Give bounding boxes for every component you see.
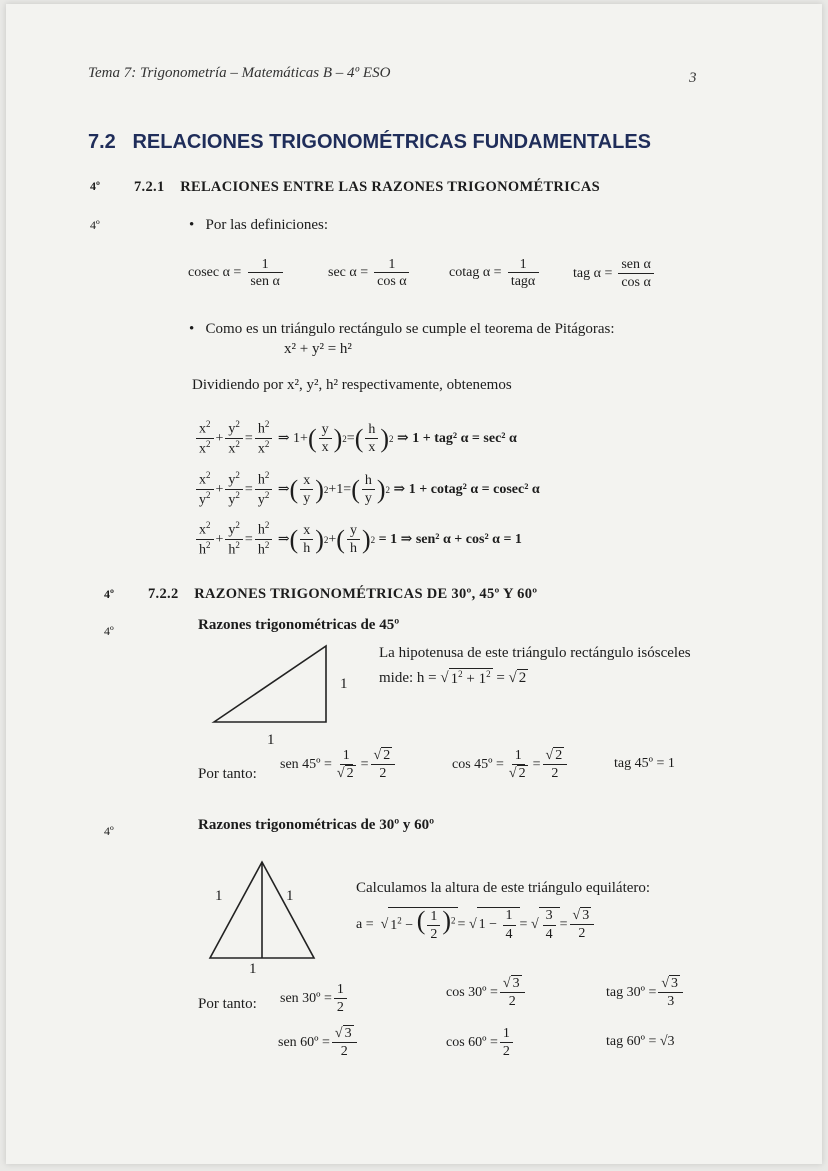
heading-30-60: Razones trigonométricas de 30º y 60º xyxy=(198,817,435,833)
bullet-pythagoras xyxy=(189,321,615,338)
bullet-icon: • xyxy=(189,321,195,337)
a-label: a = xyxy=(356,916,374,932)
equilateral-triangle-diagram xyxy=(202,856,322,966)
frac-den: tagα xyxy=(510,274,536,290)
hyp-label: mide: h = xyxy=(379,669,437,686)
tag30-label: tag 30º = xyxy=(606,984,657,1000)
por-tanto-30: Por tanto: xyxy=(198,996,257,1012)
def-cotag xyxy=(449,257,541,290)
def-cosec xyxy=(188,257,285,290)
subsection-number: 7.2.1 xyxy=(134,179,165,195)
cos60-label: cos 60º = xyxy=(446,1034,498,1050)
altitude-formula: a = √ $1^2$ − ( $\frac{1}{2}$ )$^2$ = √ 1 − $\frac{1}{4}$ = √ $\frac{3}{4}$ = $\frac{√ 3}{2}$ xyxy=(356,907,596,943)
hypotenuse-text: La hipotenusa de este triángulo rectángulo isósceles xyxy=(379,645,691,661)
tag30-formula: tag 30º = $\frac{√ 3}{3}$ xyxy=(606,976,685,1010)
def-label: cotag α = xyxy=(449,265,502,281)
subsection-number: 7.2.2 xyxy=(148,586,179,602)
bullet-definitions xyxy=(189,217,328,234)
result-cotag-cosec: ⇒ 1 + cotag² α = cosec² α xyxy=(393,482,540,498)
cos45-formula: cos 45º = $\frac{1}{√ 2}$ = $\frac{√ 2}{2}$ xyxy=(452,748,569,782)
eq-triangle-right-label: 1 xyxy=(286,888,294,904)
sen30-formula: sen 30º = $\frac{1}{2}$ xyxy=(280,982,349,1016)
sen60-formula: sen 60º = $\frac{√ 3}{2}$ xyxy=(278,1026,359,1060)
section-heading xyxy=(88,131,651,154)
hypotenuse-formula: mide: h = √ $1^2 + 1^2$ = √ 2 xyxy=(379,669,527,687)
eq-triangle-left-label: 1 xyxy=(215,888,223,904)
subsection-heading-721 xyxy=(134,179,600,196)
derivation-line-2: $\frac{x^2}{y^2}$ + $\frac{y^2}{y^2}$ = $\frac{h^2}{y^2}$ ⇒ ( $\frac{x}{y}$ ) 2 +1= ( $\frac{h}{y}$ ) 2 ⇒ 1 + cotag² α = cosec² α xyxy=(194,471,540,508)
eq-triangle-base-label: 1 xyxy=(249,961,257,977)
def-tag xyxy=(573,257,656,291)
document-page xyxy=(6,4,822,1164)
sen60-label: sen 60º = xyxy=(278,1034,330,1050)
def-sec xyxy=(328,257,412,290)
def-label: cosec α = xyxy=(188,265,242,281)
result-sen-cos: = 1 ⇒ sen² α + cos² α = 1 xyxy=(378,532,522,548)
por-tanto-45: Por tanto: xyxy=(198,766,257,782)
right-triangle-diagram xyxy=(206,640,336,730)
pythagoras-formula: x² + y² = h² xyxy=(284,341,352,357)
bullet-text: Por las definiciones: xyxy=(205,217,328,233)
subsection-title: RAZONES TRIGONOMÉTRICAS DE 30º, 45º Y 60º xyxy=(194,586,538,602)
bullet-text: Como es un triángulo rectángulo se cumple el teorema de Pitágoras: xyxy=(205,321,615,337)
subsection-heading-722 xyxy=(148,586,537,603)
page-number: 3 xyxy=(689,70,697,86)
altitude-text: Calculamos la altura de este triángulo equilátero: xyxy=(356,880,651,896)
cos45-label: cos 45º = xyxy=(452,756,504,772)
subsection-title: RELACIONES ENTRE LAS RAZONES TRIGONOMÉTRICAS xyxy=(180,179,601,195)
derivation-line-1: $\frac{x^2}{x^2}$ + $\frac{y^2}{x^2}$ = $\frac{h^2}{x^2}$ ⇒ 1+ ( $\frac{y}{x}$ ) 2 = ( $\frac{h}{x}$ ) 2 ⇒ 1 + tag² α = sec² α xyxy=(194,420,517,457)
cos30-label: cos 30º = xyxy=(446,984,498,1000)
sen30-label: sen 30º = xyxy=(280,990,332,1006)
level-mark: 4º xyxy=(90,218,100,232)
frac-den: cos α xyxy=(377,274,407,290)
result-tag-sec: ⇒ 1 + tag² α = sec² α xyxy=(397,431,517,447)
cos60-formula: cos 60º = $\frac{1}{2}$ xyxy=(446,1026,515,1060)
frac-num: 1 xyxy=(508,257,539,273)
level-mark: 4º xyxy=(90,179,100,193)
bullet-icon: • xyxy=(189,217,195,233)
frac-num: 1 xyxy=(248,257,283,273)
frac-den: sen α xyxy=(250,274,280,290)
triangle-side-label: 1 xyxy=(340,676,348,692)
frac-num: 1 xyxy=(374,257,409,273)
section-number: 7.2 xyxy=(88,131,116,153)
tag60-formula: tag 60º = √3 xyxy=(606,1034,675,1049)
level-mark: 4º xyxy=(104,824,114,838)
dividing-text: Dividiendo por x², y², h² respectivamente, obtenemos xyxy=(192,377,512,393)
running-header: Tema 7: Trigonometría – Matemáticas B – 4º ESO xyxy=(88,65,391,81)
def-label: tag α = xyxy=(573,265,613,281)
frac-num: sen α xyxy=(618,257,654,274)
level-mark: 4º xyxy=(104,587,114,601)
level-mark: 4º xyxy=(104,624,114,638)
triangle-base-label: 1 xyxy=(267,732,275,748)
heading-45: Razones trigonométricas de 45º xyxy=(198,617,400,633)
sen45-formula: sen 45º = $\frac{1}{√ 2}$ = $\frac{√ 2}{2}$ xyxy=(280,748,397,782)
frac-den: cos α xyxy=(621,275,651,291)
tag45-formula: tag 45º = 1 xyxy=(614,756,675,771)
section-title: RELACIONES TRIGONOMÉTRICAS FUNDAMENTALES xyxy=(132,131,651,153)
def-label: sec α = xyxy=(328,265,369,281)
cos30-formula: cos 30º = $\frac{√ 3}{2}$ xyxy=(446,976,527,1010)
sen45-label: sen 45º = xyxy=(280,756,332,772)
derivation-line-3: $\frac{x^2}{h^2}$ + $\frac{y^2}{h^2}$ = $\frac{h^2}{h^2}$ ⇒ ( $\frac{x}{h}$ ) 2 + ( $\frac{y}{h}$ ) 2 = 1 ⇒ sen² α + cos² α = 1 xyxy=(194,521,522,558)
